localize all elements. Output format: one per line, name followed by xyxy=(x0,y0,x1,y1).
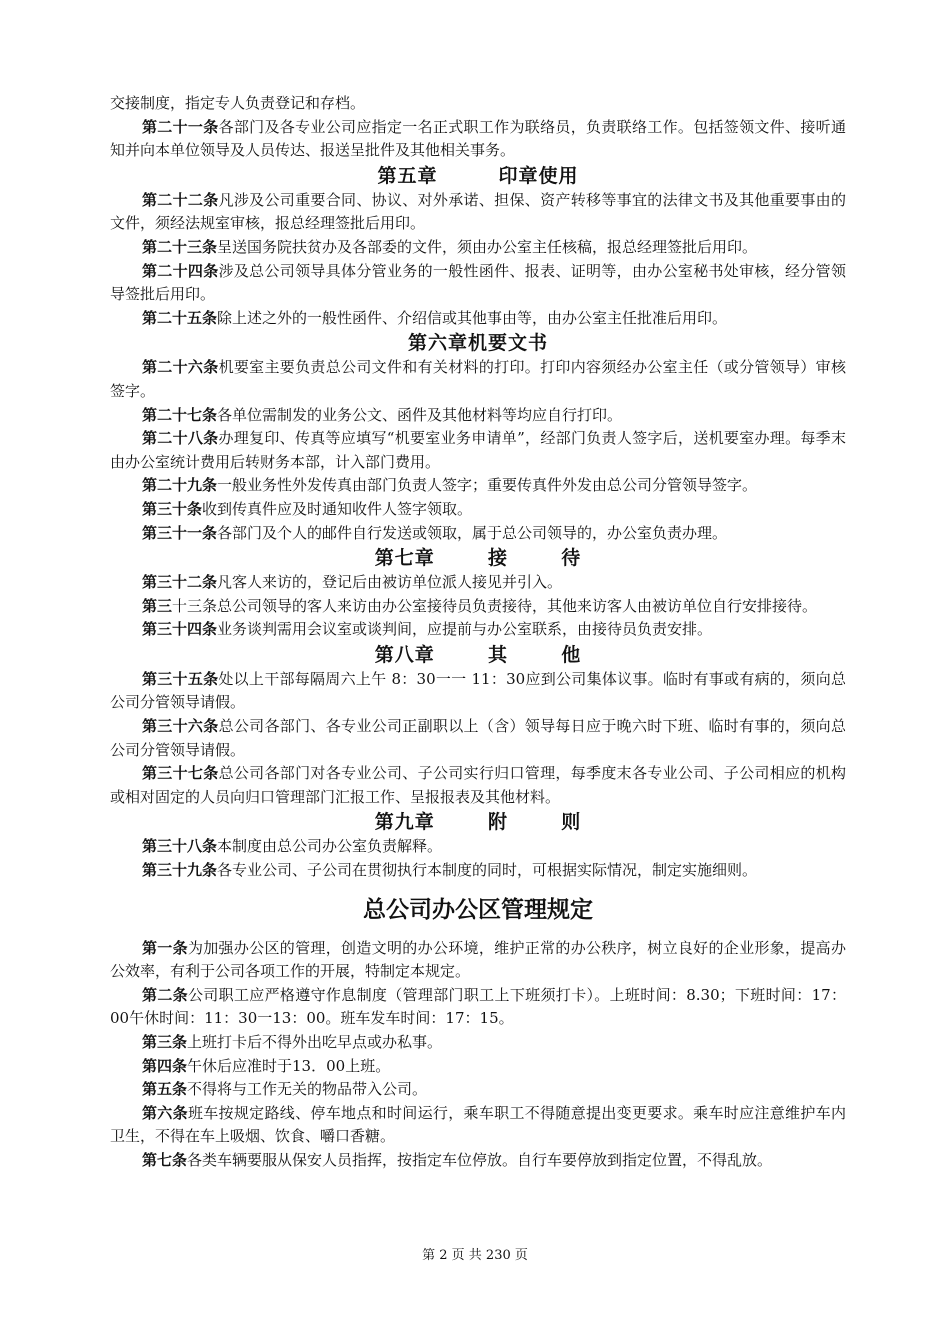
chapter-7-heading: 第七章 接 待 xyxy=(374,547,582,570)
paragraph: 交接制度，指定专人负责登记和存档。 xyxy=(110,94,366,112)
article-number: 第三 xyxy=(142,596,173,615)
rule-text: 各类车辆要服从保安人员指挥，按指定车位停放。自行车要停放到指定位置，不得乱放。 xyxy=(187,1150,773,1169)
article-25 xyxy=(110,307,846,331)
article-29 xyxy=(110,474,846,498)
article-28 xyxy=(110,427,846,474)
rule-6 xyxy=(110,1102,846,1149)
chapter-8-heading: 第八章 其 他 xyxy=(374,643,582,666)
article-number: 第三十五条 xyxy=(142,669,219,688)
article-text: 除上述之外的一般性函件、介绍信或其他事由等，由办公室主任批准后用印。 xyxy=(217,308,728,327)
article-text: 处以上干部每隔周六上午 8：30一一 11：30应到公司集体议事。临时有事或有病的，须向总公司分管领导请假。 xyxy=(110,669,846,712)
rule-2 xyxy=(110,984,846,1031)
article-number: 第三十七条 xyxy=(142,764,219,783)
rule-number: 第一条 xyxy=(142,938,188,957)
article-text: 各单位需制发的业务公文、函件及其他材料等均应自行打印。 xyxy=(217,405,623,424)
article-39 xyxy=(110,859,846,883)
article-text: 各部门及各专业公司应指定一名正式职工作为联络员，负责联络工作。包括签领文件、接听通知并向本单位领导及人员传达、报送呈批件及其他相关事务。 xyxy=(110,117,846,160)
rule-number: 第四条 xyxy=(142,1056,188,1075)
rule-number: 第三条 xyxy=(142,1033,188,1051)
rule-1 xyxy=(110,937,846,984)
article-number: 第二十八条 xyxy=(142,429,219,448)
rule-text: 上班打卡后不得外出吃早点或办私事。 xyxy=(187,1033,443,1051)
article-23 xyxy=(110,236,846,260)
rule-number: 第六条 xyxy=(142,1103,188,1122)
article-text: 总公司各部门、各专业公司正副职以上（含）领导每日应于晚六时下班、临时有事的，须向总公司分管领导请假。 xyxy=(110,717,846,759)
article-text: 涉及总公司领导具体分管业务的一般性函件、报表、证明等，由办公室秘书处审核，经分管领导签批后用印。 xyxy=(110,261,846,304)
article-number: 第三十条 xyxy=(142,499,203,518)
chapter-5-heading: 第五章 印章使用 xyxy=(377,164,579,187)
article-32 xyxy=(110,571,846,595)
article-text: 凡客人来访的，登记后由被访单位派人接见并引入。 xyxy=(217,573,563,592)
rule-number: 第七条 xyxy=(142,1150,188,1169)
article-number: 第二十九条 xyxy=(142,476,218,495)
article-number: 第二十六条 xyxy=(142,358,219,377)
article-text: 各部门及个人的邮件自行发送或领取，属于总公司领导的，办公室负责办理。 xyxy=(217,523,728,542)
article-number: 第三十四条 xyxy=(142,620,218,639)
article-text: 十三条总公司领导的客人来访由办公室接待员负责接待，其他来访客人由被访单位自行安排接待。 xyxy=(172,596,818,615)
chapter-9-heading: 第九章 附 则 xyxy=(374,811,582,834)
chapter-6-heading: 第六章机要文书 xyxy=(407,332,548,355)
article-number: 第二十三条 xyxy=(142,237,218,256)
article-38 xyxy=(110,835,846,859)
article-22 xyxy=(110,189,846,236)
article-37 xyxy=(110,762,846,809)
document-page xyxy=(110,92,846,1173)
article-24 xyxy=(110,260,846,307)
rule-text: 为加强办公区的管理，创造文明的办公环境，维护正常的办公秩序，树立良好的企业形象，提高办公效率，有利于公司各项工作的开展，特制定本规定。 xyxy=(110,938,846,981)
rule-5 xyxy=(110,1078,846,1102)
article-text: 各专业公司、子公司在贯彻执行本制度的同时，可根据实际情况，制定实施细则。 xyxy=(217,861,758,880)
article-36 xyxy=(110,715,846,762)
article-text: 呈送国务院扶贫办及各部委的文件，须由办公室主任核稿，报总经理签批后用印。 xyxy=(217,237,758,256)
rule-text: 午休后应准时于13．00上班。 xyxy=(187,1056,391,1075)
article-27 xyxy=(110,404,846,428)
article-number: 第三十八条 xyxy=(142,837,218,856)
article-number: 第三十一条 xyxy=(142,523,218,542)
article-text: 业务谈判需用会议室或谈判间，应提前与办公室联系，由接待员负责安排。 xyxy=(217,620,713,639)
document-title: 总公司办公区管理规定 xyxy=(363,896,593,923)
rule-number: 第五条 xyxy=(142,1080,188,1099)
article-35 xyxy=(110,668,846,715)
article-number: 第二十四条 xyxy=(142,261,219,280)
article-number: 第二十七条 xyxy=(142,405,218,424)
article-text: 一般业务性外发传真由部门负责人签字；重要传真件外发由总公司分管领导签字。 xyxy=(217,476,758,495)
rule-4 xyxy=(110,1055,846,1079)
article-text: 本制度由总公司办公室负责解释。 xyxy=(217,837,443,856)
article-34 xyxy=(110,618,846,642)
article-33 xyxy=(110,595,846,619)
article-text: 机要室主要负责总公司文件和有关材料的打印。打印内容须经办公室主任（或分管领导）审核签字。 xyxy=(110,358,846,400)
article-text: 办理复印、传真等应填写“机要室业务申请单”，经部门负责人签字后，送机要室办理。每季末由办公室统计费用后转财务本部，计入部门费用。 xyxy=(110,429,846,471)
article-number: 第二十一条 xyxy=(142,117,219,136)
article-number: 第三十九条 xyxy=(142,861,218,880)
article-30 xyxy=(110,498,846,522)
rule-number: 第二条 xyxy=(142,985,188,1004)
rule-3 xyxy=(110,1031,846,1055)
article-31 xyxy=(110,522,846,546)
rule-7 xyxy=(110,1149,846,1173)
article-number: 第三十二条 xyxy=(142,573,218,592)
article-number: 第三十六条 xyxy=(142,717,219,736)
article-21 xyxy=(110,116,846,163)
rule-text: 公司职工应严格遵守作息制度（管理部门职工上下班须打卡）。上班时间：8.30；下班时间：17：00午休时间：11：30一13：00。班车发车时间：17：15。 xyxy=(110,985,846,1028)
article-26 xyxy=(110,356,846,403)
article-text: 总公司各部门对各专业公司、子公司实行归口管理，每季度末各专业公司、子公司相应的机构或相对固定的人员向归口管理部门汇报工作、呈报报表及其他材料。 xyxy=(110,764,846,806)
article-text: 凡涉及公司重要合同、协议、对外承诺、担保、资产转移等事宜的法律文书及其他重要事由的文件，须经法规室审核，报总经理签批后用印。 xyxy=(110,190,846,233)
article-number: 第二十二条 xyxy=(142,190,219,209)
article-text: 收到传真件应及时通知收件人签字领取。 xyxy=(202,499,473,518)
rule-text: 不得将与工作无关的物品带入公司。 xyxy=(187,1080,428,1099)
page-footer: 第 2 页 共 230 页 xyxy=(422,1248,528,1263)
rule-text: 班车按规定路线、停车地点和时间运行，乘车职工不得随意提出变更要求。乘车时应注意维护车内卫生，不得在车上吸烟、饮食、嚼口香糖。 xyxy=(110,1103,846,1146)
article-number: 第二十五条 xyxy=(142,308,218,327)
